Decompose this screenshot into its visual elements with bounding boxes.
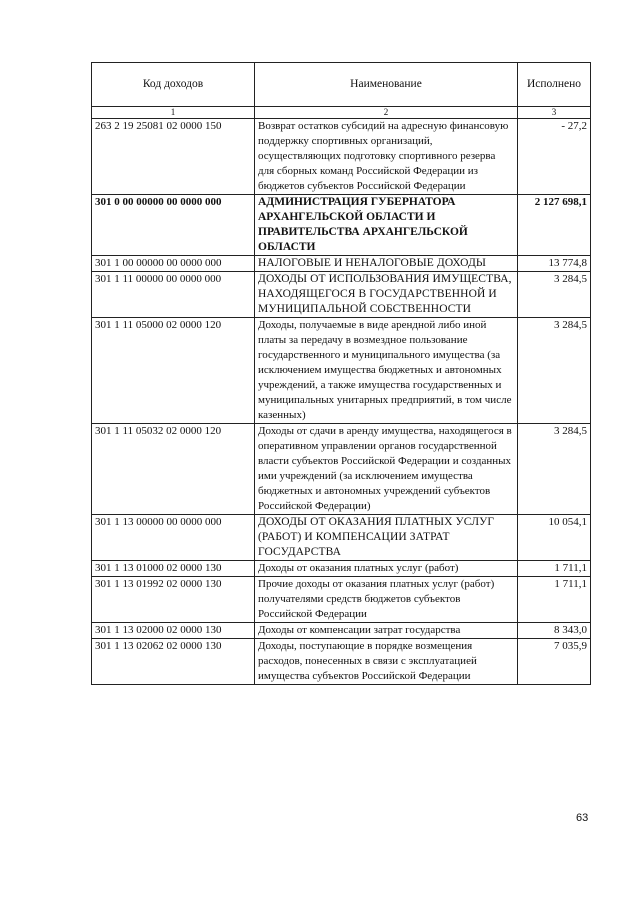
row-value: 3 284,5 bbox=[518, 272, 591, 318]
row-code: 301 1 11 05000 02 0000 120 bbox=[92, 318, 255, 424]
row-value: 1 711,1 bbox=[518, 561, 591, 577]
row-value: 3 284,5 bbox=[518, 424, 591, 515]
table-row bbox=[92, 623, 591, 639]
row-value: 1 711,1 bbox=[518, 577, 591, 623]
row-name: ДОХОДЫ ОТ ИСПОЛЬЗОВАНИЯ ИМУЩЕСТВА, НАХОДЯЩЕГОСЯ В ГОСУДАРСТВЕННОЙ И МУНИЦИПАЛЬНОЙ СОБСТВЕННОСТИ bbox=[255, 272, 518, 318]
row-name: Доходы от сдачи в аренду имущества, находящегося в оперативном управлении органов государственной власти субъектов Российской Федерации и созданных ими учреждений (за исключением имущества бюджетных и автономных учреждений субъектов Российской Федерации) bbox=[255, 424, 518, 515]
row-name: Возврат остатков субсидий на адресную финансовую поддержку спортивных организаций, осуществляющих подготовку спортивного резерва для сборных команд Российской Федерации из бюджетов субъектов Российской Федерации bbox=[255, 119, 518, 195]
table-row bbox=[92, 119, 591, 195]
table-row bbox=[92, 515, 591, 561]
table-row bbox=[92, 272, 591, 318]
row-value: - 27,2 bbox=[518, 119, 591, 195]
row-code: 301 0 00 00000 00 0000 000 bbox=[92, 195, 255, 256]
table-row bbox=[92, 561, 591, 577]
header-executed: Исполнено bbox=[518, 63, 591, 107]
row-name: Доходы, получаемые в виде арендной либо иной платы за передачу в возмездное пользование государственного и муниципального имущества (за исключением имущества бюджетных и автономных учреждений, а также имущества государственных и муниципальных унитарных предприятий, в том числе казенных) bbox=[255, 318, 518, 424]
row-name: Доходы от оказания платных услуг (работ) bbox=[255, 561, 518, 577]
page-number: 63 bbox=[576, 812, 589, 824]
revenue-table bbox=[91, 62, 591, 685]
row-name: ДОХОДЫ ОТ ОКАЗАНИЯ ПЛАТНЫХ УСЛУГ (РАБОТ) И КОМПЕНСАЦИИ ЗАТРАТ ГОСУДАРСТВА bbox=[255, 515, 518, 561]
header-name: Наименование bbox=[255, 63, 518, 107]
table-row bbox=[92, 424, 591, 515]
row-name: Доходы от компенсации затрат государства bbox=[255, 623, 518, 639]
row-code: 301 1 13 00000 00 0000 000 bbox=[92, 515, 255, 561]
row-code: 263 2 19 25081 02 0000 150 bbox=[92, 119, 255, 195]
row-value: 3 284,5 bbox=[518, 318, 591, 424]
column-number-row bbox=[92, 107, 591, 119]
row-code: 301 1 13 02000 02 0000 130 bbox=[92, 623, 255, 639]
row-value: 8 343,0 bbox=[518, 623, 591, 639]
row-name: Прочие доходы от оказания платных услуг (работ) получателями средств бюджетов субъектов Российской Федерации bbox=[255, 577, 518, 623]
column-number: 2 bbox=[255, 107, 518, 119]
row-name: НАЛОГОВЫЕ И НЕНАЛОГОВЫЕ ДОХОДЫ bbox=[255, 256, 518, 272]
column-number: 1 bbox=[92, 107, 255, 119]
table-row bbox=[92, 577, 591, 623]
table-row bbox=[92, 639, 591, 685]
row-value: 2 127 698,1 bbox=[518, 195, 591, 256]
row-value: 7 035,9 bbox=[518, 639, 591, 685]
row-name: Доходы, поступающие в порядке возмещения расходов, понесенных в связи с эксплуатацией имущества субъектов Российской Федерации bbox=[255, 639, 518, 685]
row-code: 301 1 00 00000 00 0000 000 bbox=[92, 256, 255, 272]
row-name: АДМИНИСТРАЦИЯ ГУБЕРНАТОРА АРХАНГЕЛЬСКОЙ ОБЛАСТИ И ПРАВИТЕЛЬСТВА АРХАНГЕЛЬСКОЙ ОБЛАСТИ bbox=[255, 195, 518, 256]
row-code: 301 1 13 02062 02 0000 130 bbox=[92, 639, 255, 685]
row-code: 301 1 11 00000 00 0000 000 bbox=[92, 272, 255, 318]
column-number: 3 bbox=[518, 107, 591, 119]
table-header-row bbox=[92, 63, 591, 107]
table-row bbox=[92, 256, 591, 272]
row-value: 13 774,8 bbox=[518, 256, 591, 272]
row-code: 301 1 13 01992 02 0000 130 bbox=[92, 577, 255, 623]
row-value: 10 054,1 bbox=[518, 515, 591, 561]
row-code: 301 1 13 01000 02 0000 130 bbox=[92, 561, 255, 577]
row-code: 301 1 11 05032 02 0000 120 bbox=[92, 424, 255, 515]
table-row bbox=[92, 195, 591, 256]
header-code: Код доходов bbox=[92, 63, 255, 107]
table-row bbox=[92, 318, 591, 424]
